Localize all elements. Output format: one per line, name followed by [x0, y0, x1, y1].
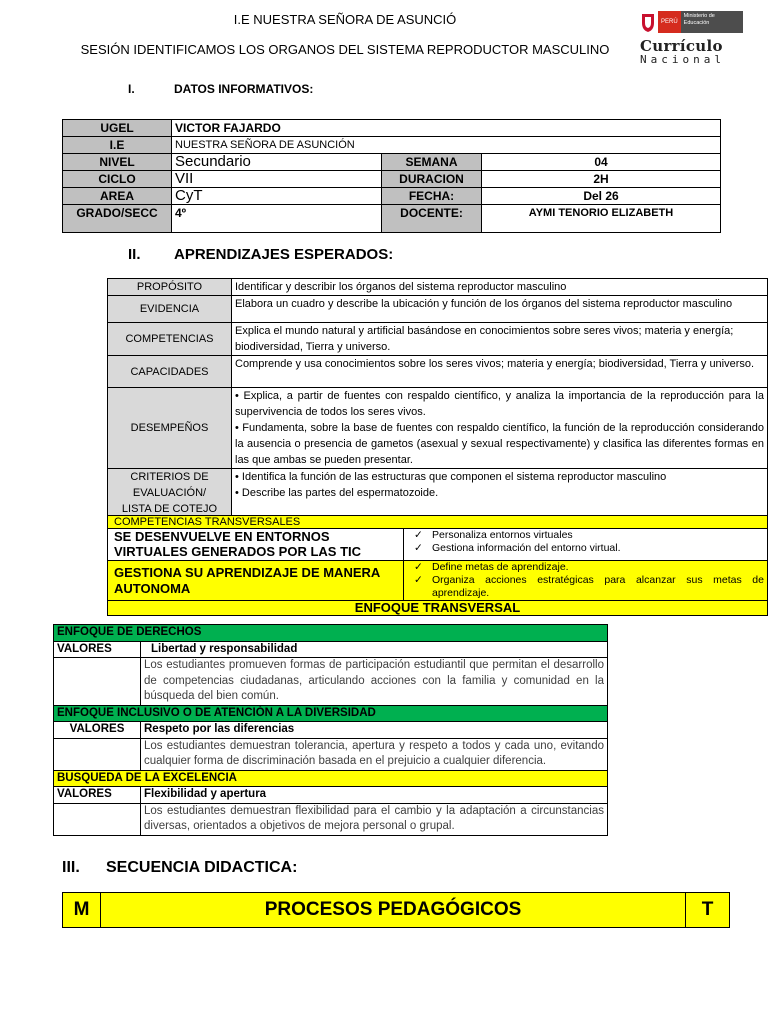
ciclo-label: CICLO	[63, 171, 172, 188]
fecha-label: FECHA:	[382, 188, 482, 205]
derechos-text: Los estudiantes promueven formas de participación estudiantil que permitan el desarrollo de competencias ciudadanas, articulando acciones con la familia y comunidad en la búsqueda del bien común.	[141, 658, 608, 706]
empty-cell	[54, 658, 141, 706]
docente-value: AYMI TENORIO ELIZABETH	[482, 205, 721, 233]
info-row-grado	[63, 205, 721, 233]
criterios-label-line: EVALUACIÓN/	[132, 487, 207, 499]
proposito-row	[108, 279, 768, 296]
valores-label: VALORES	[54, 641, 141, 658]
valores-label: VALORES	[54, 787, 141, 804]
section-1-title: DATOS INFORMATIVOS:	[174, 82, 314, 96]
check-icon: ✓	[414, 574, 423, 586]
flag-label: PERÚ	[658, 11, 681, 33]
comp2-item-text: Organiza acciones estratégicas para alcanzar sus metas de aprendizaje.	[432, 574, 764, 599]
derechos-title-row	[54, 625, 608, 642]
docente-label: DOCENTE:	[382, 205, 482, 233]
inclusivo-title: ENFOQUE INCLUSIVO O DE ATENCIÓN A LA DIVERSIDAD	[54, 705, 608, 722]
fecha-value: Del 26	[482, 188, 721, 205]
capacidades-text: Comprende y usa conocimientos sobre los seres vivos; materia y energía; biodiversidad, Tierra y universo.	[232, 356, 768, 388]
excelencia-valor-row	[54, 787, 608, 804]
competencias-text: Explica el mundo natural y artificial basándose en conocimientos sobre seres vivos; materia y energía; biodiversidad, Tierra y universo.	[232, 323, 768, 356]
info-row-area	[63, 188, 721, 205]
ie-value: NUESTRA SEÑORA DE ASUNCIÓN	[172, 137, 721, 154]
desempenos-cell	[232, 388, 768, 469]
enfoques-table	[53, 624, 608, 836]
empty-cell	[54, 738, 141, 770]
evidencia-row	[108, 296, 768, 323]
criterios-label-line: LISTA DE COTEJO	[121, 503, 218, 515]
ministry-label: Ministerio de Educación	[681, 11, 743, 33]
competencias-label: COMPETENCIAS	[108, 323, 232, 356]
school-name: I.E NUESTRA SEÑORA DE ASUNCIÓ	[233, 12, 457, 27]
ie-label: I.E	[63, 137, 172, 154]
ugel-label: UGEL	[63, 120, 172, 137]
comp2-item-text: Define metas de aprendizaje.	[432, 561, 569, 573]
proposito-label: PROPÓSITO	[108, 279, 232, 296]
excelencia-valor: Flexibilidad y apertura	[141, 787, 608, 804]
valores-label: VALORES	[54, 722, 141, 739]
secuencia-t: T	[686, 893, 730, 928]
brand-line-1: Currículo	[640, 37, 723, 55]
secuencia-header-row	[63, 893, 730, 928]
criterios-cell	[232, 469, 768, 518]
competencias-row	[108, 323, 768, 356]
duracion-label: DURACION	[382, 171, 482, 188]
comp1-title: SE DESENVUELVE EN ENTORNOS VIRTUALES GENERADOS POR LAS TIC	[108, 529, 404, 561]
excelencia-text: Los estudiantes demuestran flexibilidad para el cambio y la adaptación a circunstancias diversas, orientados a objetivos de mejora personal o grupal.	[141, 803, 608, 835]
transversales-header: COMPETENCIAS TRANSVERSALES	[108, 516, 768, 529]
derechos-title: ENFOQUE DE DERECHOS	[54, 625, 608, 642]
excelencia-text-row	[54, 803, 608, 835]
peru-shield-icon	[640, 11, 656, 33]
comp1-item	[414, 529, 764, 542]
area-label: AREA	[63, 188, 172, 205]
comp2-item	[414, 561, 764, 574]
duracion-value: 2H	[482, 171, 721, 188]
desempeno-item: • Explica, a partir de fuentes con respaldo científico, y analiza la importancia de la reproducción para la supervivencia de todos los seres vivos.	[235, 390, 764, 418]
criterios-row	[108, 469, 768, 518]
info-row-ie	[63, 137, 721, 154]
nivel-value: Secundario	[172, 154, 382, 171]
excelencia-title: BUSQUEDA DE LA EXCELENCIA	[54, 770, 608, 787]
comp1-items	[404, 529, 768, 561]
inclusivo-text: Los estudiantes demuestran tolerancia, apertura y respeto a todos y cada uno, evitando cualquier forma de discriminación basada en el prejuicio a cualquier diferencia.	[141, 738, 608, 770]
ugel-value: VICTOR FAJARDO	[172, 120, 721, 137]
comp2-title: GESTIONA SU APRENDIZAJE DE MANERA AUTONOMA	[108, 561, 404, 601]
derechos-valor: Libertad y responsabilidad	[141, 641, 608, 658]
info-row-ugel	[63, 120, 721, 137]
grado-value: 4º	[172, 205, 382, 233]
criterio-item: • Describe las partes del espermatozoide.	[235, 487, 439, 499]
section-2-title: APRENDIZAJES ESPERADOS:	[174, 246, 394, 263]
proposito-text: Identificar y describir los órganos del sistema reproductor masculino	[232, 279, 768, 296]
secuencia-table	[62, 892, 730, 928]
info-table	[62, 119, 721, 233]
derechos-valor-row	[54, 641, 608, 658]
comp1-item-text: Gestiona información del entorno virtual.	[432, 542, 621, 554]
semana-label: SEMANA	[382, 154, 482, 171]
derechos-text-row	[54, 658, 608, 706]
info-row-ciclo	[63, 171, 721, 188]
capacidades-label: CAPACIDADES	[108, 356, 232, 388]
transversales-header-row	[108, 516, 768, 529]
empty-cell	[54, 803, 141, 835]
comp2-items	[404, 561, 768, 601]
criterio-item: • Identifica la función de las estructuras que componen el sistema reproductor masculino	[235, 471, 667, 483]
enfoque-transversal-header: ENFOQUE TRANSVERSAL	[108, 601, 768, 616]
evidencia-label: EVIDENCIA	[108, 296, 232, 323]
comp1-item-text: Personaliza entornos virtuales	[432, 529, 573, 541]
inclusivo-valor: Respeto por las diferencias	[141, 722, 608, 739]
procesos-pedagogicos-header: PROCESOS PEDAGÓGICOS	[101, 893, 686, 928]
enfoque-header-row	[108, 601, 768, 616]
brand-line-2: Nacional	[640, 53, 725, 66]
desempenos-row	[108, 388, 768, 469]
evidencia-text: Elabora un cuadro y describe la ubicación y función de los órganos del sistema reproductor masculino	[232, 296, 768, 323]
capacidades-row	[108, 356, 768, 388]
inclusivo-text-row	[54, 738, 608, 770]
nivel-label: NIVEL	[63, 154, 172, 171]
section-3-number: III.	[62, 859, 80, 876]
criterios-label-line: CRITERIOS DE	[130, 471, 209, 483]
check-icon: ✓	[414, 529, 423, 541]
grado-label: GRADO/SECC	[63, 205, 172, 233]
section-3-title: SECUENCIA DIDACTICA:	[106, 859, 298, 876]
comp2-row	[108, 561, 768, 601]
inclusivo-title-row	[54, 705, 608, 722]
secuencia-m: M	[63, 893, 101, 928]
aprendizajes-table	[107, 278, 768, 518]
curriculo-nacional-logo	[640, 10, 744, 66]
desempeno-item: • Fundamenta, sobre la base de fuentes con respaldo científico, la función de la reproducción considerando la ausencia o presencia de gametos (asexual y sexual respectivamente) y clasifica las diferentes formas en las que ambas se pueden presentar.	[235, 422, 764, 466]
semana-value: 04	[482, 154, 721, 171]
check-icon: ✓	[414, 561, 423, 573]
section-2-number: II.	[128, 246, 141, 263]
transversales-table	[107, 515, 768, 616]
check-icon: ✓	[414, 542, 423, 554]
ciclo-value: VII	[172, 171, 382, 188]
section-1-number: I.	[128, 82, 135, 96]
excelencia-title-row	[54, 770, 608, 787]
criterios-label	[108, 469, 232, 518]
info-row-nivel	[63, 154, 721, 171]
desempenos-label: DESEMPEÑOS	[108, 388, 232, 469]
area-value: CyT	[172, 188, 382, 205]
session-title: SESIÓN IDENTIFICAMOS LOS ORGANOS DEL SISTEMA REPRODUCTOR MASCULINO	[80, 42, 610, 57]
comp1-row	[108, 529, 768, 561]
inclusivo-valor-row	[54, 722, 608, 739]
comp1-item	[414, 542, 764, 555]
comp2-item	[414, 574, 764, 600]
